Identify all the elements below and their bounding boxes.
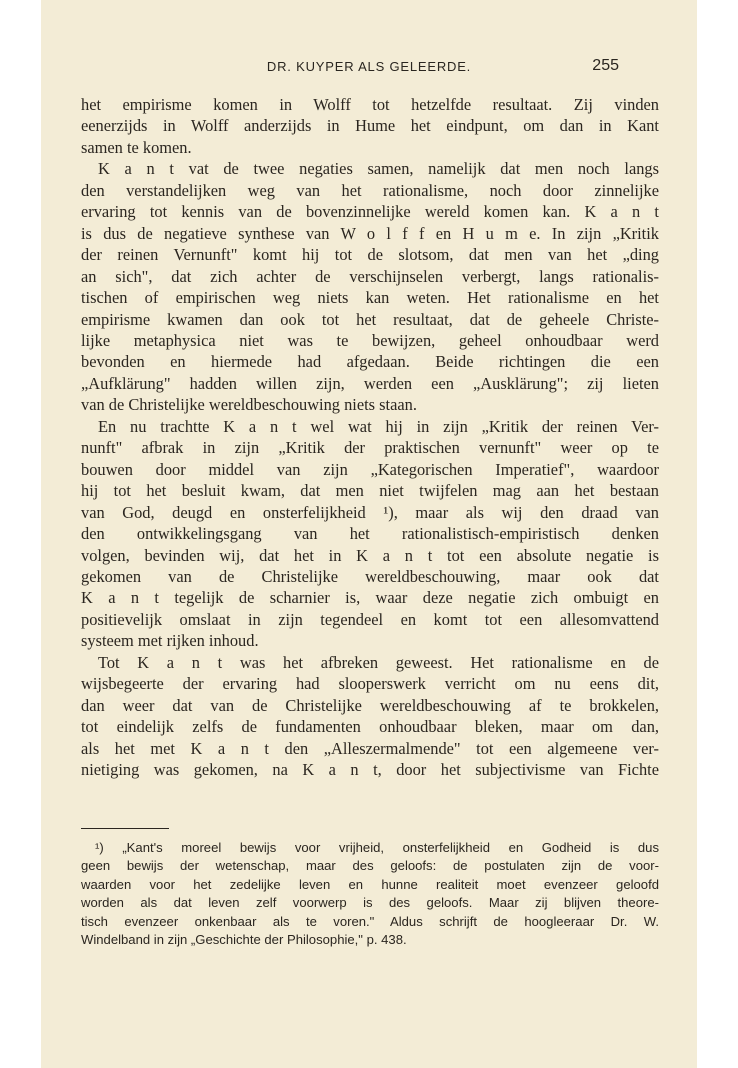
body-line: bevonden en hiermede had afgedaan. Beide richtingen die een <box>81 352 659 372</box>
footnote-line: waarden voor het zedelijke leven en hunne realiteit moet evenzeer geloofd <box>81 876 659 892</box>
body-line: het empirisme komen in Wolff tot hetzelfde resultaat. Zij vinden <box>81 95 659 114</box>
body-line: positievelijk omslaat in zijn tegendeel en komt tot een allesomvattend <box>81 609 659 629</box>
body-line: van de Christelijke wereldbeschouwing niets staan. <box>81 395 417 415</box>
body-line: hij tot het besluit kwam, dat men niet twijfelen mag aan het bestaan <box>81 481 659 501</box>
running-head: DR. KUYPER ALS GELEERDE. <box>266 59 472 74</box>
body-line: En nu trachtte K a n t wel wat hij in zijn „Kritik der reinen Ver- <box>98 416 659 436</box>
footnote-line: ¹) „Kant's moreel bewijs voor vrijheid, onsterfelijkheid en Godheid is dus <box>95 840 659 855</box>
page-number: 255 <box>592 57 619 74</box>
body-line: dan weer dat van de Christelijke wereldbeschouwing af te brokkelen, <box>81 695 659 715</box>
footnote-line: geen bewijs der wetenschap, maar des geloofs: de postulaten zijn de voor- <box>81 858 659 874</box>
page-header <box>41 57 697 81</box>
body-line: bouwen door middel van zijn „Kategorischen Imperatief", waardoor <box>81 459 659 479</box>
body-line: is dus de negatieve synthese van W o l f f en H u m e. In zijn „Kritik <box>81 223 659 243</box>
body-line: tischen of empirischen weg niets kan weten. Het rationalisme en het <box>81 288 659 308</box>
body-text <box>81 94 659 781</box>
body-line: nietiging was gekomen, na K a n t, door het subjectivisme van Fichte <box>81 760 659 780</box>
body-line: lijke metaphysica niet was te bewijzen, geheel onhoudbaar werd <box>81 330 659 350</box>
body-line: gekomen van de Christelijke wereldbeschouwing, maar ook dat <box>81 566 659 586</box>
body-line: der reinen Vernunft" komt hij tot de slotsom, dat men van het „ding <box>81 245 659 265</box>
footnote-line: tisch evenzeer onkenbaar als te voren." Aldus schrijft de hoogleeraar Dr. W. <box>81 913 659 929</box>
body-line: tot eindelijk zelfs de fundamenten onhoudbaar bleken, maar om dan, <box>81 717 659 737</box>
body-line: volgen, bevinden wij, dat het in K a n t tot een absolute negatie is <box>81 545 659 565</box>
body-line: den ontwikkelingsgang van het rationalistisch-empiristisch denken <box>81 524 659 544</box>
body-line: van God, deugd en onsterfelijkheid ¹), maar als wij den draad van <box>81 502 659 522</box>
body-line: „Aufklärung" hadden willen zijn, werden een „Ausklärung"; zij lieten <box>81 373 659 393</box>
body-line: systeem met rijken inhoud. <box>81 631 259 651</box>
footnote-line: Windelband in zijn „Geschichte der Philosophie," p. 438. <box>81 932 407 948</box>
footnotes <box>81 839 659 950</box>
body-line: empirisme kwamen dan ook tot het resultaat, dat de geheele Christe- <box>81 309 659 329</box>
footnote-line: worden als dat leven zelf voorwerp is des geloofs. Maar zij blijven theore- <box>81 895 659 911</box>
footnote-rule <box>81 828 169 829</box>
body-line: samen te komen. <box>81 137 192 157</box>
book-page <box>41 0 697 1068</box>
body-line: den verstandelijken weg van het rationalisme, noch door zinnelijke <box>81 180 659 200</box>
body-line: an sich", dat zich achter de verschijnselen verbergt, langs rationalis- <box>81 266 659 286</box>
body-line: K a n t vat de twee negaties samen, namelijk dat men noch langs <box>98 159 659 179</box>
body-line: ervaring tot kennis van de bovenzinnelijke wereld komen kan. K a n t <box>81 202 659 222</box>
body-line: Tot K a n t was het afbreken geweest. Het rationalisme en de <box>98 652 659 672</box>
body-line: eenerzijds in Wolff anderzijds in Hume het eindpunt, om dan in Kant <box>81 116 659 136</box>
body-line: wijsbegeerte der ervaring had slooperswerk verricht om nu eens dit, <box>81 674 659 694</box>
body-line: K a n t tegelijk de scharnier is, waar deze negatie zich ombuigt en <box>81 588 659 608</box>
body-line: als het met K a n t den „Alleszermalmende" tot een algemeene ver- <box>81 738 659 758</box>
body-line: nunft" afbrak in zijn „Kritik der praktischen vernunft" weer op te <box>81 438 659 458</box>
